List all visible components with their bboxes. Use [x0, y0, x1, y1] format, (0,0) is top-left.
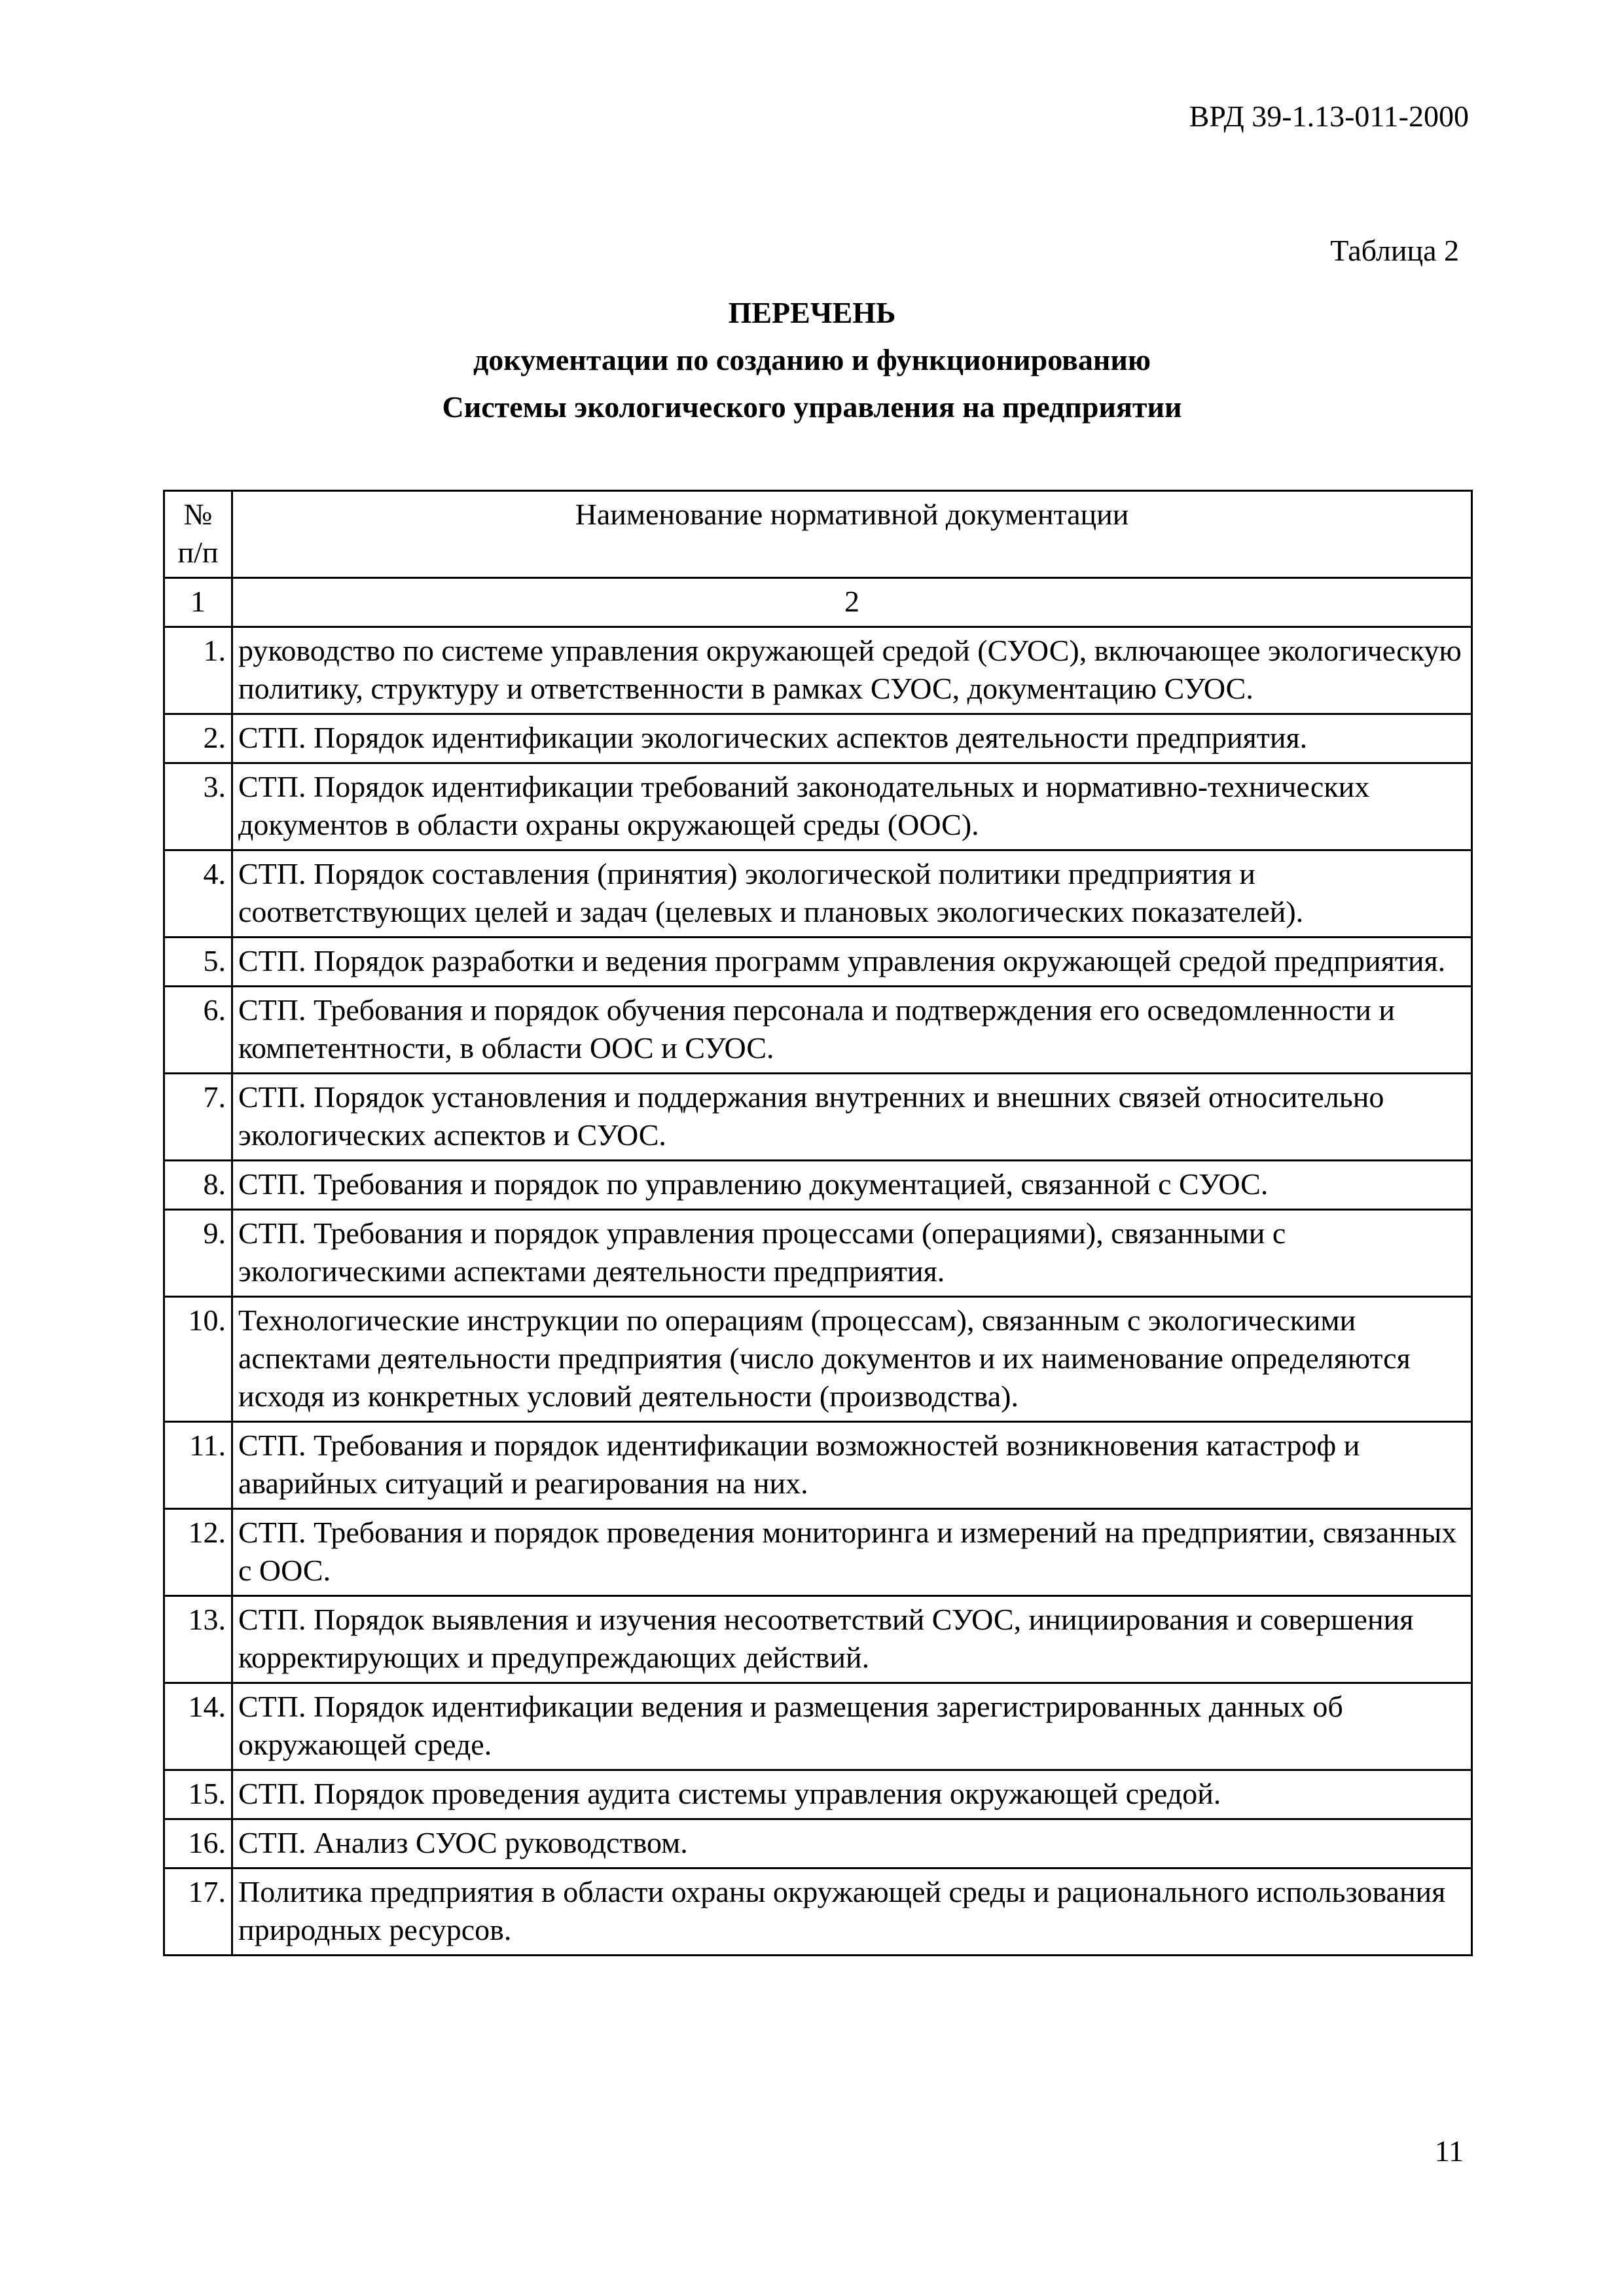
row-document-name: Политика предприятия в области охраны окружающей среды и рационального использования природных ресурсов.	[232, 1868, 1472, 1956]
row-number: 9.	[164, 1210, 232, 1297]
row-document-name: СТП. Порядок выявления и изучения несоответствий СУОС, инициирования и совершения корректирующих и предупреждающих действий.	[232, 1596, 1472, 1683]
row-document-name: СТП. Порядок проведения аудита системы управления окружающей средой.	[232, 1770, 1472, 1819]
row-number: 7.	[164, 1074, 232, 1161]
page-subtitle-line-2: Системы экологического управления на предприятии	[442, 390, 1182, 424]
row-number: 8.	[164, 1161, 232, 1210]
row-document-name: СТП. Требования и порядок проведения мониторинга и измерений на предприятии, связанных с ООС.	[232, 1509, 1472, 1596]
table-row	[164, 1210, 1472, 1297]
document-code: ВРД 39-1.13-011-2000	[1189, 100, 1469, 133]
row-number: 1.	[164, 627, 232, 714]
header-number-cell: № п/п	[164, 491, 232, 578]
table-row	[164, 987, 1472, 1074]
row-number: 4.	[164, 850, 232, 938]
row-number: 2.	[164, 714, 232, 763]
row-number: 5.	[164, 938, 232, 987]
table-row	[164, 763, 1472, 850]
row-number: 14.	[164, 1683, 232, 1770]
row-document-name: СТП. Порядок идентификации экологических аспектов деятельности предприятия.	[232, 714, 1472, 763]
table-row	[164, 1770, 1472, 1819]
table-label: Таблица 2	[1330, 234, 1459, 267]
table-row	[164, 1509, 1472, 1596]
table-row	[164, 714, 1472, 763]
row-document-name: СТП. Порядок идентификации ведения и размещения зарегистрированных данных об окружающей среде.	[232, 1683, 1472, 1770]
row-number: 11.	[164, 1422, 232, 1509]
row-document-name: СТП. Порядок идентификации требований законодательных и нормативно-технических документов в области охраны окружающей среды (ООС).	[232, 763, 1472, 850]
row-document-name: СТП. Порядок разработки и ведения программ управления окружающей средой предприятия.	[232, 938, 1472, 987]
row-document-name: СТП. Требования и порядок идентификации возможностей возникновения катастроф и аварийных ситуаций и реагирования на них.	[232, 1422, 1472, 1509]
row-number: 16.	[164, 1819, 232, 1868]
row-document-name: СТП. Анализ СУОС руководством.	[232, 1819, 1472, 1868]
index-cell-1: 1	[164, 578, 232, 627]
row-document-name: СТП. Требования и порядок управления процессами (операциями), связанными с экологическими аспектами деятельности предприятия.	[232, 1210, 1472, 1297]
documentation-table	[163, 490, 1473, 1956]
table-row	[164, 850, 1472, 938]
row-number: 10.	[164, 1297, 232, 1422]
table-index-row	[164, 578, 1472, 627]
row-number: 13.	[164, 1596, 232, 1683]
row-document-name: СТП. Порядок составления (принятия) экологической политики предприятия и соответствующих целей и задач (целевых и плановых экологических показателей).	[232, 850, 1472, 938]
page-subtitle-line-1: документации по созданию и функционированию	[473, 343, 1151, 376]
table-row	[164, 1819, 1472, 1868]
table-header-row	[164, 491, 1472, 578]
table-row	[164, 627, 1472, 714]
row-number: 12.	[164, 1509, 232, 1596]
table-row	[164, 938, 1472, 987]
table-row	[164, 1683, 1472, 1770]
row-document-name: руководство по системе управления окружающей средой (СУОС), включающее экологическую политику, структуру и ответственности в рамках СУОС, документацию СУОС.	[232, 627, 1472, 714]
table-row	[164, 1868, 1472, 1956]
row-document-name: СТП. Порядок установления и поддержания внутренних и внешних связей относительно экологических аспектов и СУОС.	[232, 1074, 1472, 1161]
header-name-cell: Наименование нормативной документации	[232, 491, 1472, 578]
row-number: 15.	[164, 1770, 232, 1819]
row-document-name: СТП. Требования и порядок обучения персонала и подтверждения его осведомленности и компетентности, в области ООС и СУОС.	[232, 987, 1472, 1074]
index-cell-2: 2	[232, 578, 1472, 627]
row-number: 6.	[164, 987, 232, 1074]
row-document-name: Технологические инструкции по операциям (процессам), связанным с экологическими аспектами деятельности предприятия (число документов и их наименование определяются исходя из конкретных условий деятельности (производства).	[232, 1297, 1472, 1422]
row-number: 3.	[164, 763, 232, 850]
table-row	[164, 1422, 1472, 1509]
page-title: ПЕРЕЧЕНЬ	[728, 296, 896, 329]
page-number: 11	[1434, 2134, 1464, 2168]
table-row	[164, 1596, 1472, 1683]
table-row	[164, 1074, 1472, 1161]
row-document-name: СТП. Требования и порядок по управлению документацией, связанной с СУОС.	[232, 1161, 1472, 1210]
table-body	[164, 627, 1472, 1956]
row-number: 17.	[164, 1868, 232, 1956]
table-row	[164, 1161, 1472, 1210]
table-row	[164, 1297, 1472, 1422]
